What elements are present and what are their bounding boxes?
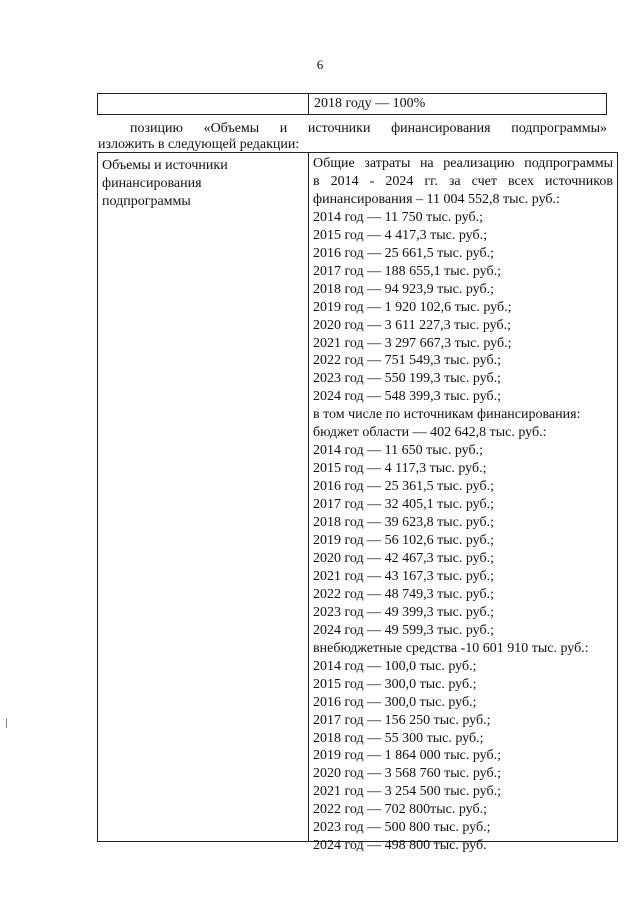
budget-year-line: 2021 год — 43 167,3 тыс. руб.;: [313, 568, 494, 584]
extrabudget-year-line: 2020 год — 3 568 760 тыс. руб.;: [313, 766, 501, 782]
left-cell-line: Объемы и источники: [102, 158, 228, 173]
header-line: в 2014 - 2024 гг. за счет всех источников: [313, 173, 613, 189]
table-column-divider: [308, 94, 309, 114]
header-line: финансирования – 11 004 552,8 тыс. руб.:: [313, 191, 560, 207]
sources-heading: в том числе по источникам финансирования:: [313, 407, 581, 423]
left-cell-line: подпрограммы: [102, 194, 191, 209]
funding-table: [97, 152, 618, 854]
budget-year-line: 2023 год — 49 399,3 тыс. руб.;: [313, 604, 494, 620]
total-year-line: 2017 год — 188 655,1 тыс. руб.;: [313, 263, 501, 279]
total-year-line: 2018 год — 94 923,9 тыс. руб.;: [313, 281, 494, 297]
table-column-divider: [308, 153, 309, 841]
budget-year-line: 2014 год — 11 650 тыс. руб.;: [313, 443, 483, 459]
extrabudget-year-line: 2023 год — 500 800 тыс. руб.;: [313, 820, 491, 836]
page-number: 6: [316, 57, 324, 72]
budget-year-line: 2020 год — 42 467,3 тыс. руб.;: [313, 550, 494, 566]
table-right-cell: [313, 155, 613, 855]
total-year-line: 2019 год — 1 920 102,6 тыс. руб.;: [313, 299, 512, 315]
budget-year-line: 2015 год — 4 117,3 тыс. руб.;: [313, 461, 487, 477]
budget-year-line: 2018 год — 39 623,8 тыс. руб.;: [313, 515, 494, 531]
total-year-line: 2016 год — 25 661,5 тыс. руб.;: [313, 245, 494, 261]
total-year-line: 2014 год — 11 750 тыс. руб.;: [313, 209, 483, 225]
extrabudget-year-line: 2017 год — 156 250 тыс. руб.;: [313, 712, 491, 728]
scan-margin-mark: [6, 718, 7, 728]
intro-paragraph-line-2: изложить в следующей редакции:: [98, 137, 300, 152]
extrabudget-year-line: 2022 год — 702 800тыс. руб.;: [313, 802, 487, 818]
extrabudget-year-line: 2014 год — 100,0 тыс. руб.;: [313, 658, 477, 674]
left-cell-line: финансирования: [102, 176, 202, 191]
total-year-line: 2024 год — 548 399,3 тыс. руб.;: [313, 389, 501, 405]
budget-year-line: 2016 год — 25 361,5 тыс. руб.;: [313, 479, 494, 495]
extrabudget-year-line: 2016 год — 300,0 тыс. руб.;: [313, 694, 477, 710]
header-line: Общие затраты на реализацию подпрограммы: [313, 156, 613, 171]
extrabudget-year-line: 2018 год — 55 300 тыс. руб.;: [313, 730, 484, 746]
total-year-line: 2015 год — 4 417,3 тыс. руб.;: [313, 227, 487, 243]
extrabudget-year-line: 2019 год — 1 864 000 тыс. руб.;: [313, 748, 501, 764]
continuation-cell-text: 2018 году — 100%: [314, 96, 426, 111]
extrabudget-year-line: 2021 год — 3 254 500 тыс. руб.;: [313, 784, 501, 800]
budget-year-line: 2017 год — 32 405,1 тыс. руб.;: [313, 497, 494, 513]
extrabudget-year-line: 2015 год — 300,0 тыс. руб.;: [313, 676, 477, 692]
budget-year-line: 2019 год — 56 102,6 тыс. руб.;: [313, 533, 494, 549]
total-year-line: 2023 год — 550 199,3 тыс. руб.;: [313, 371, 501, 387]
total-year-line: 2020 год — 3 611 227,3 тыс. руб.;: [313, 317, 511, 333]
budget-year-line: 2022 год — 48 749,3 тыс. руб.;: [313, 586, 494, 602]
intro-paragraph-line-1: позицию «Объемы и источники финансирования подпрограммы»: [130, 121, 607, 136]
total-year-line: 2021 год — 3 297 667,3 тыс. руб.;: [313, 335, 512, 351]
total-year-line: 2022 год — 751 549,3 тыс. руб.;: [313, 353, 501, 369]
budget-heading: бюджет области — 402 642,8 тыс. руб.:: [313, 425, 547, 441]
budget-year-line: 2024 год — 49 599,3 тыс. руб.;: [313, 622, 494, 638]
extrabudget-heading: внебюджетные средства -10 601 910 тыс. руб.:: [313, 640, 589, 656]
continuation-table-row: [97, 93, 607, 115]
extrabudget-year-line: 2024 год — 498 800 тыс. руб.: [313, 838, 487, 854]
table-left-cell: [102, 157, 302, 211]
